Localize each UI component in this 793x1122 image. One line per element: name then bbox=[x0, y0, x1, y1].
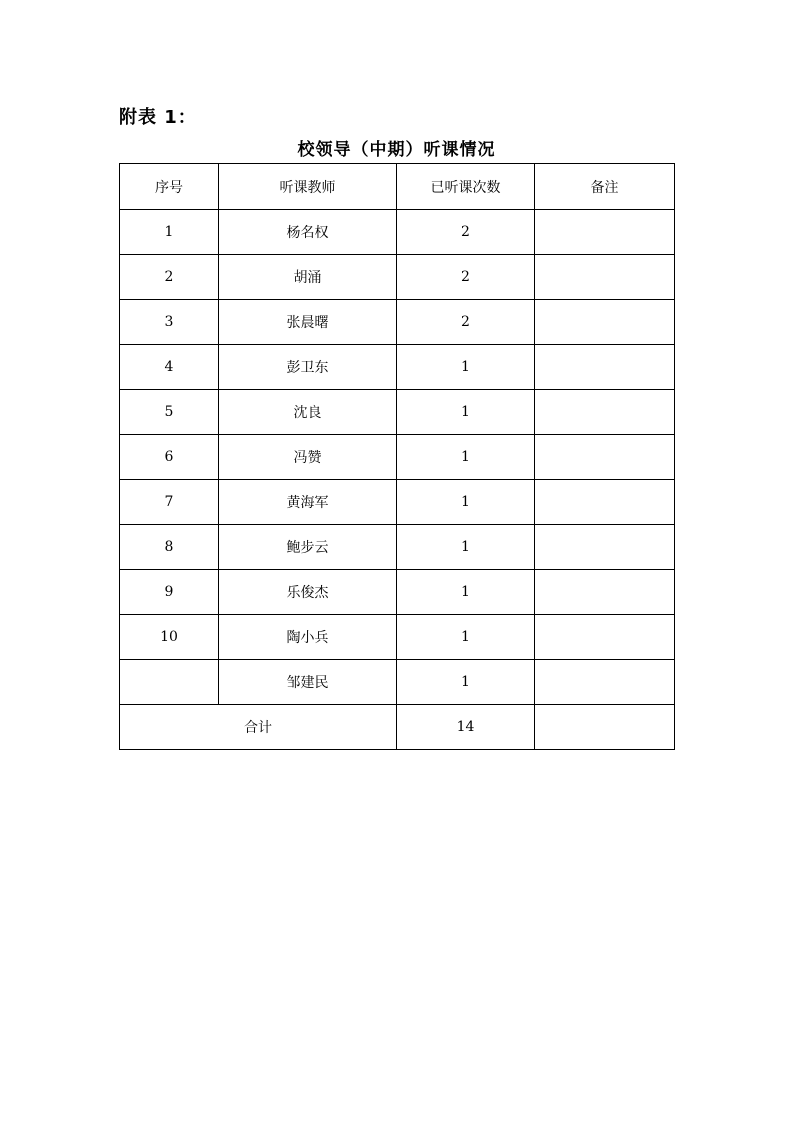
cell-remark bbox=[535, 300, 675, 345]
cell-index: 5 bbox=[120, 390, 219, 435]
cell-remark bbox=[535, 390, 675, 435]
cell-index: 1 bbox=[120, 210, 219, 255]
cell-index bbox=[120, 660, 219, 705]
cell-teacher: 张晨曙 bbox=[219, 300, 397, 345]
cell-count: 2 bbox=[397, 255, 535, 300]
cell-teacher: 邹建民 bbox=[219, 660, 397, 705]
cell-teacher: 乐俊杰 bbox=[219, 570, 397, 615]
cell-count: 1 bbox=[397, 435, 535, 480]
cell-teacher: 陶小兵 bbox=[219, 615, 397, 660]
table-row bbox=[120, 660, 675, 705]
cell-index: 10 bbox=[120, 615, 219, 660]
table-row bbox=[120, 525, 675, 570]
cell-count: 1 bbox=[397, 615, 535, 660]
cell-remark bbox=[535, 660, 675, 705]
header-count: 已听课次数 bbox=[397, 164, 535, 210]
table-row bbox=[120, 300, 675, 345]
header-row bbox=[120, 164, 675, 210]
cell-count: 1 bbox=[397, 390, 535, 435]
cell-remark bbox=[535, 480, 675, 525]
cell-teacher: 胡涌 bbox=[219, 255, 397, 300]
cell-remark bbox=[535, 435, 675, 480]
header-index: 序号 bbox=[120, 164, 219, 210]
table-title: 校领导（中期）听课情况 bbox=[297, 140, 496, 160]
attachment-label: 附表 1： bbox=[119, 107, 197, 128]
cell-index: 6 bbox=[120, 435, 219, 480]
cell-teacher: 冯赞 bbox=[219, 435, 397, 480]
table-row bbox=[120, 210, 675, 255]
cell-teacher: 沈良 bbox=[219, 390, 397, 435]
cell-index: 4 bbox=[120, 345, 219, 390]
table-row bbox=[120, 345, 675, 390]
listen-table bbox=[119, 163, 675, 750]
cell-remark bbox=[535, 570, 675, 615]
header-teacher: 听课教师 bbox=[219, 164, 397, 210]
cell-count: 1 bbox=[397, 660, 535, 705]
header-remark: 备注 bbox=[535, 164, 675, 210]
cell-remark bbox=[535, 255, 675, 300]
cell-index: 8 bbox=[120, 525, 219, 570]
total-label: 合计 bbox=[120, 705, 397, 750]
table-row bbox=[120, 390, 675, 435]
total-row bbox=[120, 705, 675, 750]
cell-remark bbox=[535, 615, 675, 660]
cell-count: 2 bbox=[397, 300, 535, 345]
cell-teacher: 黄海军 bbox=[219, 480, 397, 525]
cell-teacher: 彭卫东 bbox=[219, 345, 397, 390]
table-row bbox=[120, 570, 675, 615]
cell-teacher: 杨名权 bbox=[219, 210, 397, 255]
table-row bbox=[120, 435, 675, 480]
cell-remark bbox=[535, 525, 675, 570]
cell-index: 3 bbox=[120, 300, 219, 345]
cell-teacher: 鲍步云 bbox=[219, 525, 397, 570]
cell-count: 1 bbox=[397, 525, 535, 570]
cell-remark bbox=[535, 210, 675, 255]
cell-index: 2 bbox=[120, 255, 219, 300]
cell-index: 7 bbox=[120, 480, 219, 525]
cell-count: 1 bbox=[397, 345, 535, 390]
table-row bbox=[120, 255, 675, 300]
total-count: 14 bbox=[397, 705, 535, 750]
cell-count: 2 bbox=[397, 210, 535, 255]
total-remark bbox=[535, 705, 675, 750]
table-row bbox=[120, 615, 675, 660]
cell-count: 1 bbox=[397, 480, 535, 525]
cell-count: 1 bbox=[397, 570, 535, 615]
cell-remark bbox=[535, 345, 675, 390]
cell-index: 9 bbox=[120, 570, 219, 615]
table-row bbox=[120, 480, 675, 525]
